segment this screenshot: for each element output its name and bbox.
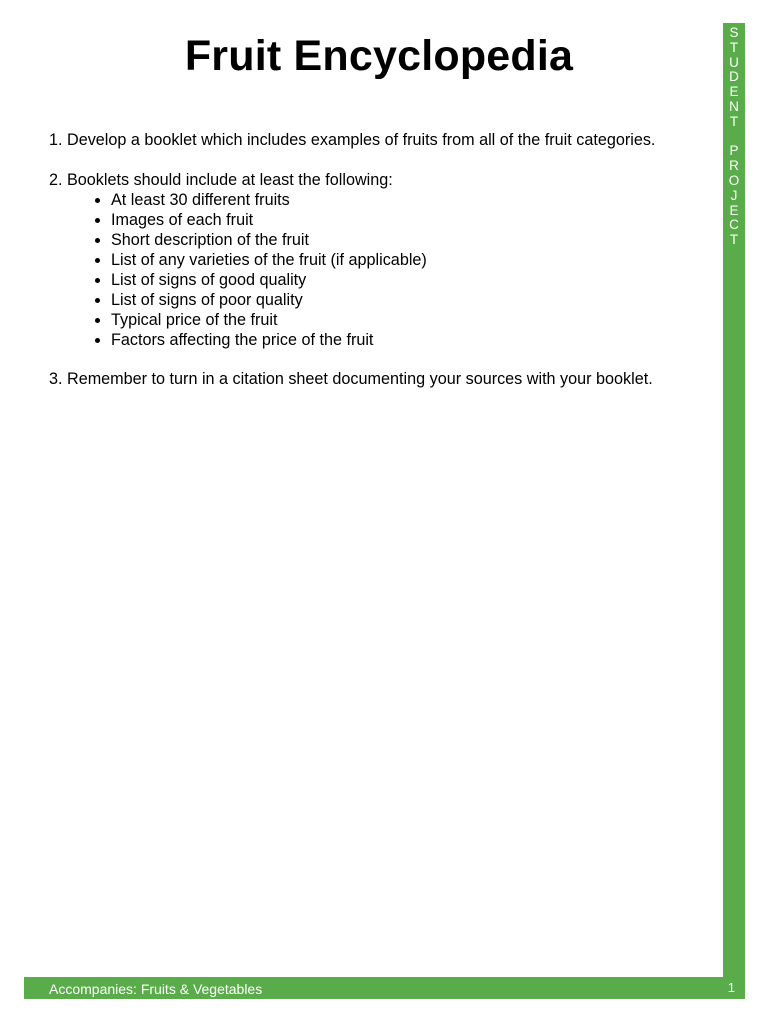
bullet-icon [95, 338, 100, 343]
bullet-icon [95, 298, 100, 303]
list-item: List of signs of poor quality [49, 290, 427, 310]
bullet-icon [95, 258, 100, 263]
list-item: Images of each fruit [49, 210, 427, 230]
requirements-list [49, 190, 427, 350]
list-item: Typical price of the fruit [49, 310, 427, 330]
list-item: List of any varieties of the fruit (if applicable) [49, 250, 427, 270]
page-title: Fruit Encyclopedia [184, 32, 574, 80]
list-item: At least 30 different fruits [49, 190, 427, 210]
instruction-1: 1. Develop a booklet which includes examples of fruits from all of the fruit categories. [49, 131, 656, 149]
bullet-icon [95, 278, 100, 283]
list-item: Short description of the fruit [49, 230, 427, 250]
bullet-icon [95, 218, 100, 223]
bullet-icon [95, 238, 100, 243]
list-item: Factors affecting the price of the fruit [49, 330, 427, 350]
footer-text: Accompanies: Fruits & Vegetables [49, 981, 263, 997]
list-item: List of signs of good quality [49, 270, 427, 290]
bullet-icon [95, 318, 100, 323]
instruction-3: 3. Remember to turn in a citation sheet documenting your sources with your booklet. [49, 370, 653, 388]
bullet-icon [95, 198, 100, 203]
footer-bar [24, 977, 745, 999]
instruction-2: 2. Booklets should include at least the following: [49, 171, 393, 189]
student-project-sidebar [723, 23, 745, 977]
page-number: 1 [727, 980, 735, 995]
student-project-label: S T U D E N T P R O J E C T [728, 25, 740, 248]
